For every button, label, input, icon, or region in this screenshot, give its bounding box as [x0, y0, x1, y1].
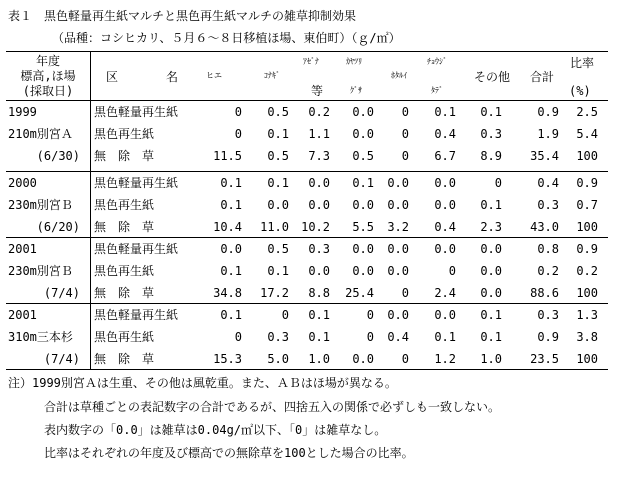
group-divider — [6, 171, 608, 172]
header-azena-etc: 等 — [311, 84, 324, 98]
group-year: 2000 — [8, 176, 37, 190]
table-cell: 0.0 — [352, 105, 374, 119]
group-sample-date: (6/20) — [36, 220, 80, 234]
row-treatment-name: 無 除 草 — [94, 352, 155, 366]
table-cell: 2.4 — [434, 286, 456, 300]
table-cell: 35.4 — [530, 149, 559, 163]
table-cell: 0 — [401, 149, 409, 163]
table-bottom-border — [6, 369, 608, 370]
row-treatment-name: 黒色軽量再生紙 — [94, 242, 179, 256]
table-cell: 0.0 — [352, 352, 374, 366]
table-cell: 17.2 — [260, 286, 289, 300]
table-cell: 1.9 — [537, 127, 559, 141]
table-cell: 100 — [576, 352, 598, 366]
table-cell: 0.1 — [267, 264, 289, 278]
table-title: 表１ 黒色軽量再生紙マルチと黒色再生紙マルチの雑草抑制効果 — [8, 9, 357, 23]
table-cell: 0.3 — [267, 330, 289, 344]
group-divider — [6, 237, 608, 238]
note-line: 合計は草種ごとの表記数字の合計であるが、四捨五入の関係で必ずしも一致しない。 — [44, 400, 501, 414]
table-cell: 0.3 — [537, 308, 559, 322]
table-cell: 0.5 — [352, 149, 374, 163]
table-cell: 0 — [494, 176, 502, 190]
table-cell: 0.1 — [480, 330, 502, 344]
table-cell: 0 — [401, 286, 409, 300]
table-cell: 15.3 — [213, 352, 242, 366]
table-cell: 0.2 — [576, 264, 598, 278]
header-azena: ｱｾﾞﾅ — [303, 57, 319, 66]
table-cell: 0.0 — [220, 242, 242, 256]
row-treatment-name: 無 除 草 — [94, 220, 155, 234]
header-chougi-tade: ﾀﾃﾞ — [431, 86, 443, 95]
header-kayatsuri: ｶﾔﾂﾘ — [346, 57, 362, 66]
table-cell: 0.4 — [434, 127, 456, 141]
table-cell: 0.1 — [267, 176, 289, 190]
header-total: 合計 — [530, 70, 555, 84]
table-cell: 100 — [576, 149, 598, 163]
table-cell: 8.8 — [308, 286, 330, 300]
table-cell: 0.0 — [387, 242, 409, 256]
table-cell: 0.0 — [352, 198, 374, 212]
table-cell: 0.0 — [308, 176, 330, 190]
table-cell: 0.1 — [220, 264, 242, 278]
table-cell: 0.0 — [267, 198, 289, 212]
row-treatment-name: 黒色再生紙 — [94, 198, 155, 212]
table-cell: 0.0 — [480, 264, 502, 278]
table-cell: 0.1 — [308, 308, 330, 322]
table-cell: 0 — [401, 127, 409, 141]
group-site: 230m別宮Ｂ — [8, 264, 73, 278]
table-cell: 11.0 — [260, 220, 289, 234]
table-cell: 0 — [234, 127, 242, 141]
table-cell: 0.1 — [434, 105, 456, 119]
table-cell: 43.0 — [530, 220, 559, 234]
table-cell: 0.1 — [267, 127, 289, 141]
header-mei: 名 — [166, 70, 179, 84]
table-cell: 0.0 — [387, 308, 409, 322]
table-cell: 0.0 — [352, 242, 374, 256]
row-treatment-name: 黒色再生紙 — [94, 264, 155, 278]
note-line: 注）1999別宮Ａは生重、その他は風乾重。また、ＡＢはほ場が異なる。 — [8, 376, 397, 390]
table-cell: 0.3 — [537, 198, 559, 212]
table-cell: 0.2 — [537, 264, 559, 278]
table-cell: 25.4 — [345, 286, 374, 300]
table-subtitle: （品種：コシヒカリ、５月６～８日移植ほ場、東伯町）（ｇ/㎡） — [52, 31, 401, 45]
table-cell: 0.0 — [434, 242, 456, 256]
table-cell: 0 — [448, 264, 456, 278]
table-cell: 7.3 — [308, 149, 330, 163]
row-treatment-name: 無 除 草 — [94, 286, 155, 300]
table-cell: 1.2 — [434, 352, 456, 366]
table-cell: 11.5 — [213, 149, 242, 163]
header-hie: ヒエ — [206, 71, 222, 80]
header-site: 標高,ほ場 — [20, 69, 76, 83]
table-cell: 100 — [576, 286, 598, 300]
row-treatment-name: 黒色再生紙 — [94, 127, 155, 141]
table-cell: 2.3 — [480, 220, 502, 234]
row-treatment-name: 黒色軽量再生紙 — [94, 105, 179, 119]
table-cell: 0.4 — [387, 330, 409, 344]
table-cell: 88.6 — [530, 286, 559, 300]
table-cell: 0 — [366, 308, 374, 322]
table-cell: 0 — [401, 352, 409, 366]
table-cell: 2.5 — [576, 105, 598, 119]
table-cell: 0.7 — [576, 198, 598, 212]
table-cell: 1.3 — [576, 308, 598, 322]
group-divider — [6, 303, 608, 304]
column-divider — [90, 51, 91, 369]
table-cell: 0.0 — [434, 198, 456, 212]
table-cell: 0.0 — [308, 198, 330, 212]
group-year: 2001 — [8, 308, 37, 322]
group-sample-date: (6/30) — [36, 149, 80, 163]
table-cell: 0.0 — [434, 308, 456, 322]
note-line: 比率はそれぞれの年度及び標高での無除草を100とした場合の比率。 — [44, 446, 414, 460]
table-cell: 0.2 — [308, 105, 330, 119]
table-cell: 0.0 — [387, 176, 409, 190]
table-cell: 23.5 — [530, 352, 559, 366]
group-sample-date: (7/4) — [43, 286, 80, 300]
header-kubun: 区 — [106, 70, 119, 84]
table-cell: 3.2 — [387, 220, 409, 234]
table-cell: 0.0 — [352, 264, 374, 278]
header-divider — [6, 100, 608, 101]
table-cell: 0 — [234, 330, 242, 344]
table-cell: 5.5 — [352, 220, 374, 234]
header-ratio: 比率 — [570, 56, 595, 70]
table-cell: 100 — [576, 220, 598, 234]
header-year: 年度 — [35, 54, 60, 68]
table-cell: 0.1 — [480, 105, 502, 119]
table-cell: 0 — [366, 330, 374, 344]
group-sample-date: (7/4) — [43, 352, 80, 366]
header-sample-date: (採取日) — [22, 84, 74, 98]
table-cell: 0.3 — [308, 242, 330, 256]
table-cell: 0.1 — [220, 198, 242, 212]
table-cell: 0.1 — [480, 198, 502, 212]
row-treatment-name: 黒色軽量再生紙 — [94, 308, 179, 322]
header-konagi: ｺﾅｷﾞ — [264, 71, 280, 80]
note-line: 表内数字の「0.0」は雑草は0.04g/㎡以下、「0」は雑草なし。 — [44, 423, 387, 437]
table-cell: 0.1 — [220, 308, 242, 322]
table-cell: 0.1 — [220, 176, 242, 190]
table-cell: 0.0 — [434, 176, 456, 190]
table-cell: 3.8 — [576, 330, 598, 344]
table-cell: 0.1 — [352, 176, 374, 190]
group-site: 210m別宮Ａ — [8, 127, 73, 141]
table-cell: 0.5 — [267, 105, 289, 119]
table-cell: 0.1 — [308, 330, 330, 344]
table-cell: 0.9 — [537, 105, 559, 119]
table-cell: 6.7 — [434, 149, 456, 163]
table-cell: 0.0 — [308, 264, 330, 278]
header-chougi: ﾁｮｳｼﾞ — [427, 57, 447, 66]
table-cell: 0.5 — [267, 242, 289, 256]
header-hotarui: ﾎﾀﾙｲ — [391, 71, 407, 80]
table-cell: 0.0 — [387, 264, 409, 278]
table-cell: 0.1 — [480, 308, 502, 322]
header-kayatsuri-gusa: ｸﾞｻ — [350, 86, 362, 95]
table-cell: 0.9 — [576, 176, 598, 190]
group-year: 1999 — [8, 105, 37, 119]
table-cell: 0.1 — [434, 330, 456, 344]
table-cell: 0.4 — [537, 176, 559, 190]
table-cell: 8.9 — [480, 149, 502, 163]
table-cell: 0.0 — [480, 286, 502, 300]
table-cell: 1.0 — [308, 352, 330, 366]
table-cell: 0 — [281, 308, 289, 322]
table-cell: 0.9 — [576, 242, 598, 256]
table-cell: 0.4 — [434, 220, 456, 234]
table-cell: 0.9 — [537, 330, 559, 344]
table-cell: 0.0 — [480, 242, 502, 256]
table-cell: 5.4 — [576, 127, 598, 141]
table-cell: 10.2 — [301, 220, 330, 234]
row-treatment-name: 黒色再生紙 — [94, 330, 155, 344]
header-other: その他 — [474, 70, 511, 84]
table-cell: 0.0 — [387, 198, 409, 212]
table-cell: 0.0 — [352, 127, 374, 141]
table-cell: 0 — [234, 105, 242, 119]
table-cell: 5.0 — [267, 352, 289, 366]
table-cell: 0.8 — [537, 242, 559, 256]
group-site: 310m三本杉 — [8, 330, 73, 344]
table-cell: 0 — [401, 105, 409, 119]
table-cell: 0.3 — [480, 127, 502, 141]
table-cell: 1.0 — [480, 352, 502, 366]
table-cell: 10.4 — [213, 220, 242, 234]
group-year: 2001 — [8, 242, 37, 256]
group-site: 230m別宮Ｂ — [8, 198, 73, 212]
table-cell: 0.5 — [267, 149, 289, 163]
row-treatment-name: 無 除 草 — [94, 149, 155, 163]
table-cell: 34.8 — [213, 286, 242, 300]
table-cell: 1.1 — [308, 127, 330, 141]
row-treatment-name: 黒色軽量再生紙 — [94, 176, 179, 190]
table-top-border — [6, 51, 608, 52]
header-ratio-unit: (%) — [569, 84, 591, 98]
